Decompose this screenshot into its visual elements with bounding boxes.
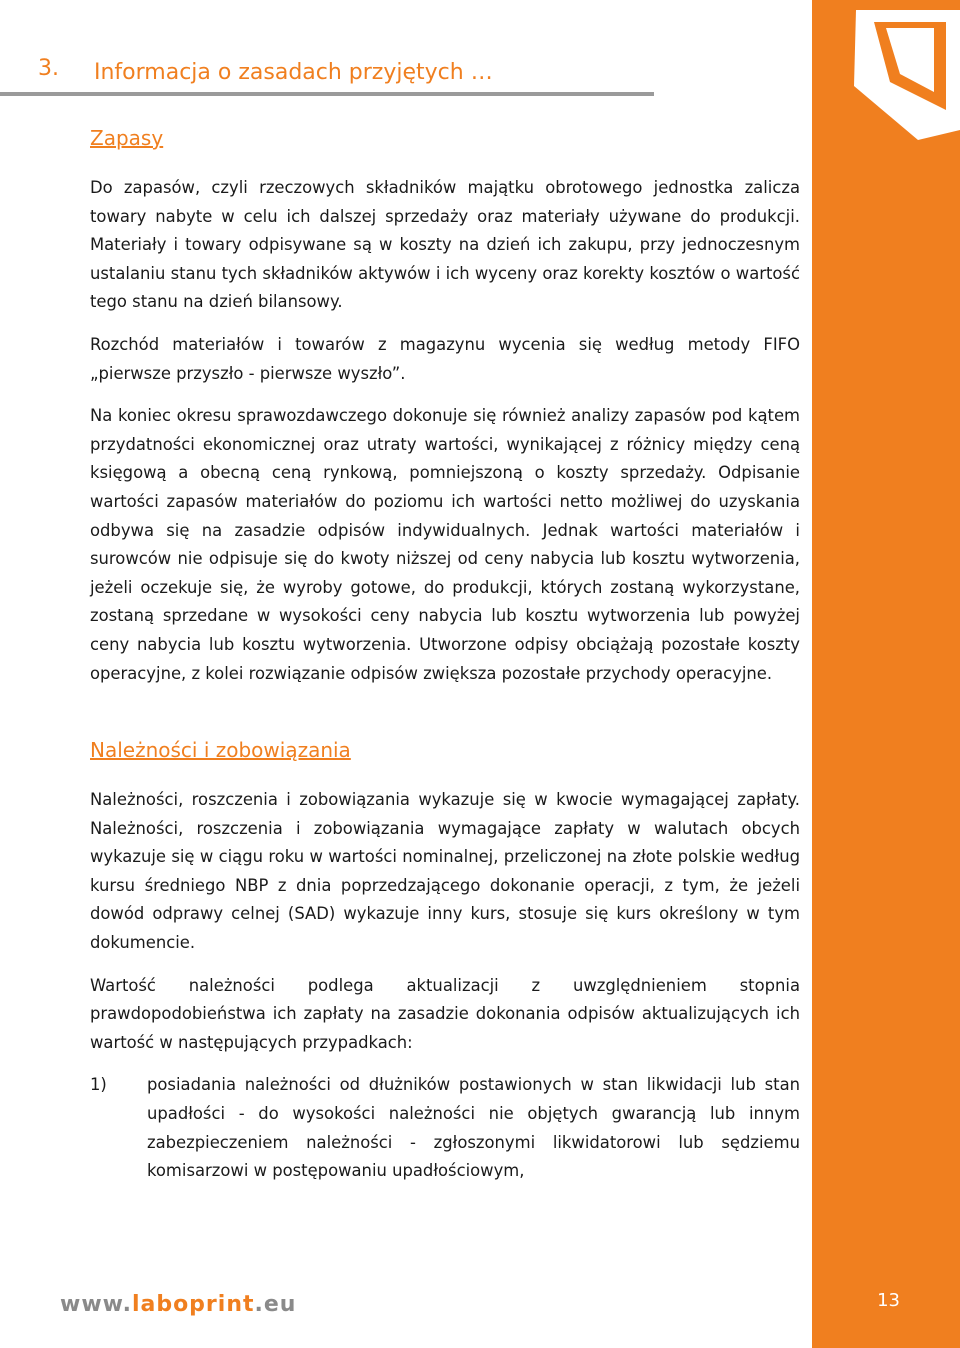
orange-sidebar	[812, 0, 960, 1348]
footer-website	[60, 1292, 296, 1317]
section-number: 3.	[38, 56, 59, 81]
list-item-text: posiadania należności od dłużników postawionych w stan likwidacji lub stan upadłości - do wysokości należności nie objętych gwarancją lub innym zabezpieczeniem należności - zgłoszonymi likwidatorowi lub sędziemu komisarzowi w postępowaniu upadłościowym,	[147, 1075, 800, 1181]
paragraph: Rozchód materiałów i towarów z magazynu wycenia się według metody FIFO „pierwsze przyszło - pierwsze wyszło”.	[90, 334, 800, 383]
paragraph: Na koniec okresu sprawozdawczego dokonuje się również analizy zapasów pod kątem przydatności ekonomicznej oraz utraty wartości, wynikającej z różnicy między ceną księgową a obecną ceną rynkową, pomniejszoną o koszty sprzedaży. Odpisanie wartości zapasów materiałów do poziomu ich wartości netto możliwej do uzyskania odbywa się na zasadzie odpisów indywidualnych. Jednak wartości materiałów i surowców nie odpisuje się do kwoty niższej od ceny nabycia lub kosztu wytworzenia, jeżeli oczekuje się, że wyroby gotowe, do produkcji, których zostaną wykorzystane, zostaną sprzedane w wysokości ceny nabycia lub kosztu wytworzenia lub powyżej ceny nabycia lub kosztu wytworzenia. Utworzone odpisy obciążają pozostałe koszty operacyjne, z kolei rozwiązanie odpisów zwiększa pozostałe przychody operacyjne.	[90, 406, 800, 683]
list-item-number: 1)	[90, 1075, 107, 1095]
page-title: Informacja o zasadach przyjętych …	[94, 60, 493, 85]
header-divider	[0, 92, 654, 96]
footer-url-suffix: .eu	[254, 1292, 297, 1317]
footer-url-brand: laboprint	[131, 1292, 255, 1317]
main-content	[90, 100, 800, 1186]
section-heading-zapasy: Zapasy	[90, 126, 164, 150]
paragraph: Wartość należności podlega aktualizacji z uwzględnieniem stopnia prawdopodobieństwa ich zapłaty na zasadzie dokonania odpisów aktualizujących ich wartość w następujących przypadkach:	[90, 975, 800, 1052]
list-item	[90, 1071, 800, 1185]
paragraph: Do zapasów, czyli rzeczowych składników majątku obrotowego jednostka zalicza towary nabyte w celu ich dalszej sprzedaży oraz materiały używane do produkcji. Materiały i towary odpisywane są w koszty na dzień ich zakupu, przy jednoczesnym ustalaniu stanu tych składników aktywów i ich wyceny oraz korekty kosztów o wartość tego stanu na dzień bilansowy.	[90, 178, 800, 312]
laboprint-logo-icon	[812, 0, 960, 150]
section-heading-naleznosci: Należności i zobowiązania	[90, 738, 351, 763]
page-number: 13	[877, 1290, 900, 1311]
paragraph: Należności, roszczenia i zobowiązania wykazuje się w kwocie wymagającej zapłaty. Należności, roszczenia i zobowiązania wymagające zapłaty w walutach obcych wykazuje się w ciągu roku w wartości nominalnej, przeliczonej na złote polskie według kursu średniego NBP z dnia poprzedzającego dokonanie operacji, z tym, że jeżeli dowód odprawy celnej (SAD) wykazuje inny kurs, stosuje się kurs określony w tym dokumencie.	[90, 790, 800, 953]
footer-url-prefix: www.	[60, 1292, 132, 1317]
